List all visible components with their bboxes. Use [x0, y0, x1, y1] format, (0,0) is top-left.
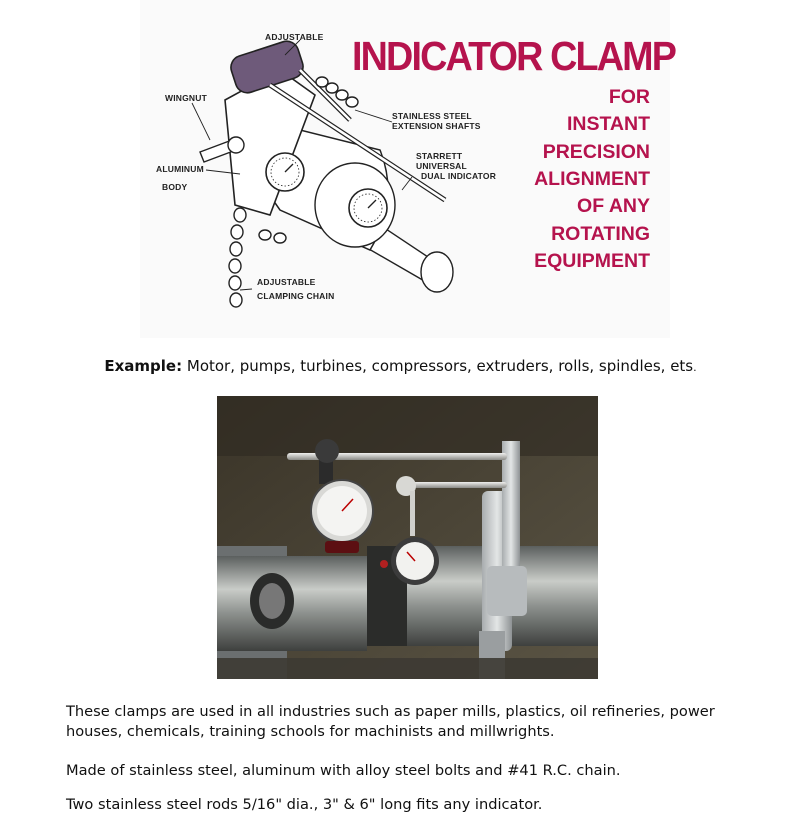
- callout-adjustable: ADJUSTABLE: [265, 32, 324, 42]
- paragraph-rods: Two stainless steel rods 5/16" dia., 3" & 6" long fits any indicator.: [66, 796, 543, 813]
- tagline-line-6: ROTATING: [551, 223, 650, 245]
- callout-indicator-line3: DUAL INDICATOR: [421, 171, 497, 181]
- callout-indicator-line1: STARRETT: [416, 151, 463, 161]
- tagline-line-3: PRECISION: [542, 141, 650, 163]
- headline: INDICATOR CLAMP: [352, 33, 676, 79]
- paragraph-industries: These clamps are used in all industries such as paper mills, plastics, oil refineries, power houses, chemicals, training schools for machinists and millwrights.: [66, 703, 715, 740]
- tagline-line-5: OF ANY: [577, 195, 650, 217]
- callout-body-line1: ALUMINUM: [156, 164, 204, 174]
- example-end: .: [693, 361, 697, 374]
- callout-wingnut: WINGNUT: [165, 93, 208, 103]
- paragraph-materials: Made of stainless steel, aluminum with alloy steel bolts and #41 R.C. chain.: [66, 762, 621, 779]
- tagline-line-2: INSTANT: [566, 113, 650, 135]
- tagline-line-7: EQUIPMENT: [534, 250, 650, 272]
- clamp-photo-image: [217, 396, 598, 679]
- example-text: Motor, pumps, turbines, compressors, extruders, rolls, spindles, ets: [182, 357, 694, 375]
- clamp-photo: [217, 396, 598, 679]
- callout-chain-line2: CLAMPING CHAIN: [257, 291, 335, 301]
- tagline-line-1: FOR: [608, 86, 650, 108]
- example-label: Example:: [104, 357, 183, 375]
- callout-chain-line1: ADJUSTABLE: [257, 277, 316, 287]
- callout-body-line2: BODY: [162, 182, 188, 192]
- callout-indicator-line2: UNIVERSAL: [416, 161, 467, 171]
- callout-shafts-line2: EXTENSION SHAFTS: [392, 121, 481, 131]
- tagline-line-4: ALIGNMENT: [534, 168, 650, 190]
- callout-shafts-line1: STAINLESS STEEL: [392, 111, 472, 121]
- example-line: [0, 357, 801, 375]
